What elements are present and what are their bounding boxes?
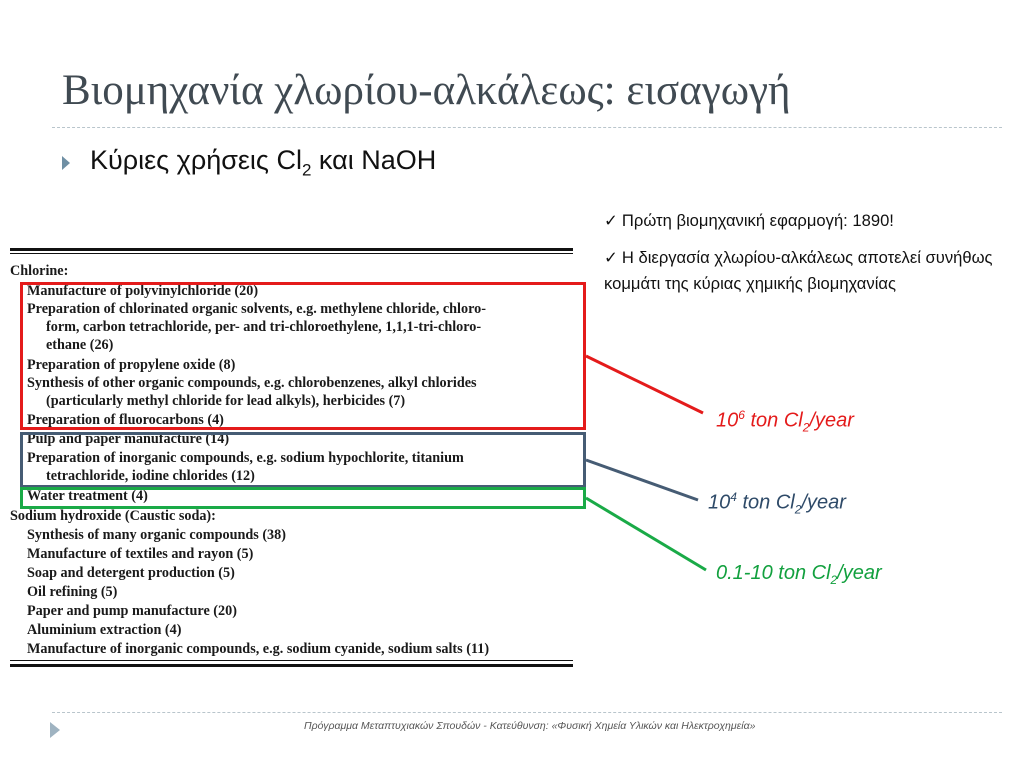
table-row: Preparation of propylene oxide (8): [27, 357, 236, 373]
table-top-rule-thin: [10, 253, 573, 254]
connector-line-red: [586, 356, 703, 413]
capacity-label-red: $10^6$ ton $Cl_2$/year: [716, 408, 854, 435]
table-row: Manufacture of inorganic compounds, e.g. sodium cyanide, sodium salts (11): [27, 641, 490, 657]
table-row: Preparation of chlorinated organic solvents, e.g. methylene chloride, chloro-: [27, 301, 486, 317]
table-top-rule: [10, 248, 573, 251]
table-row: form, carbon tetrachloride, per- and tri-chloroethylene, 1,1,1-tri-chloro-: [46, 319, 482, 335]
check-icon: ✓: [604, 248, 618, 267]
highlight-box-red: [20, 282, 586, 430]
table-row: Oil refining (5): [27, 584, 118, 600]
table-bottom-rule: [10, 664, 573, 667]
footer-text: Πρόγραμμα Μεταπτυχιακών Σπουδών - Κατεύθυνση: «Φυσική Χημεία Υλικών και Ηλεκτροχημεία»: [304, 720, 756, 732]
highlight-box-blue: [20, 432, 586, 488]
footer-arrow-icon: [50, 722, 60, 738]
table-row: Soap and detergent production (5): [27, 565, 235, 581]
table-row: (particularly methyl chloride for lead alkyls), herbicides (7): [46, 393, 406, 409]
highlight-box-green: [20, 487, 586, 509]
slide-title: Βιομηχανία χλωρίου-αλκάλεως: εισαγωγή: [62, 67, 791, 114]
capacity-label-blue: $10^4$ ton $Cl_2$/year: [708, 490, 846, 517]
table-row: Manufacture of textiles and rayon (5): [27, 546, 254, 562]
bullet-triangle-icon: [62, 156, 70, 170]
note-item: ✓ Η διεργασία χλωρίου-αλκάλεως αποτελεί συνήθως κομμάτι της κύριας χημικής βιομηχανίας: [604, 248, 993, 293]
table-row: Manufacture of polyvinylchloride (20): [27, 283, 259, 299]
table-row: Preparation of inorganic compounds, e.g. sodium hypochlorite, titanium: [27, 450, 464, 466]
bullet-text: Κύριες χρήσεις $Cl_2$ και NaOH: [90, 145, 437, 180]
footer-divider: [52, 712, 1002, 713]
table-bottom-rule-thin: [10, 660, 573, 661]
table-row: Water treatment (4): [27, 488, 148, 504]
table-row: tetrachloride, iodine chlorides (12): [46, 468, 255, 484]
table-row: ethane (26): [46, 337, 114, 353]
table-row: Synthesis of many organic compounds (38): [27, 527, 286, 543]
main-bullet: [62, 143, 436, 183]
table-row: Paper and pump manufacture (20): [27, 603, 237, 619]
chlorine-heading: Chlorine:: [10, 263, 69, 279]
capacity-label-green: 0.1-10 ton $Cl_2$/year: [716, 562, 882, 587]
naoh-heading: Sodium hydroxide (Caustic soda):: [10, 508, 216, 524]
note-item: ✓ Πρώτη βιομηχανική εφαρμογή: 1890!: [604, 211, 894, 230]
connector-line-blue: [586, 460, 698, 500]
notes-list: [604, 208, 1016, 308]
table-row: Pulp and paper manufacture (14): [27, 431, 230, 447]
table-row: Synthesis of other organic compounds, e.g. chlorobenzenes, alkyl chlorides: [27, 375, 477, 391]
check-icon: ✓: [604, 211, 618, 230]
table-row: Preparation of fluorocarbons (4): [27, 412, 224, 428]
connector-line-green: [586, 498, 706, 570]
table-row: Aluminium extraction (4): [27, 622, 182, 638]
title-divider: [52, 127, 1002, 128]
